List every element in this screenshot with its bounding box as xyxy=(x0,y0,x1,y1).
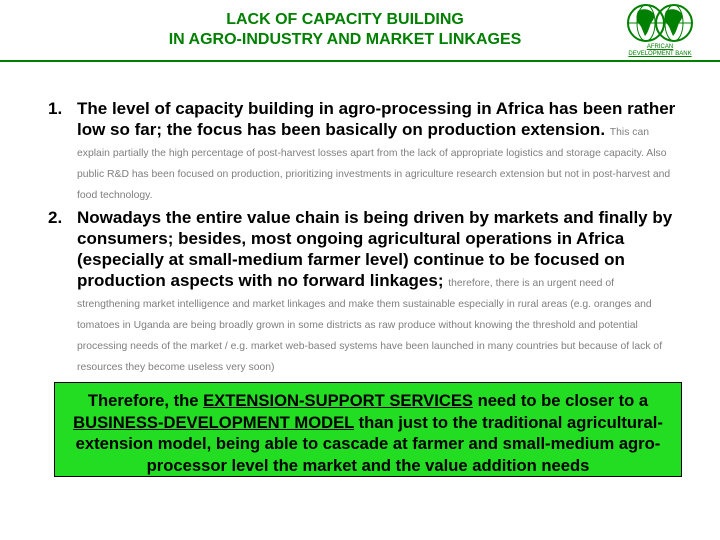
list-item xyxy=(48,98,678,203)
logo-text xyxy=(622,44,698,58)
logo-text-line-2: DEVELOPMENT BANK xyxy=(628,51,692,57)
callout-text-3: than just to the traditional agricultural-extension model, being able to cascade at farmer and small-medium agro-processor level the market and the value addition needs xyxy=(75,412,663,475)
callout-text-1: Therefore, the xyxy=(87,391,204,410)
header-divider xyxy=(0,60,720,62)
item-note-text: This can explain partially the high percentage of post-harvest losses apart from the lack of appropriate logistics and storage capacity. Also public R&D has been focused on production, prioritizing investments in agriculture research extension but not in post-harvest and food technology. xyxy=(77,127,671,201)
list-item xyxy=(48,207,678,375)
item-body xyxy=(77,207,678,375)
item-main-text: Nowadays the entire value chain is being driven by markets and finally by consumers; besides, most ongoing agricultural operations in Africa (especially at small-medium farmer level) continue to be focused on production aspects with no forward linkages xyxy=(77,208,673,290)
callout-term-business-development: BUSINESS-DEVELOPMENT MODEL xyxy=(73,412,355,432)
item-number: 2. xyxy=(48,208,63,227)
title-line-1: LACK OF CAPACITY BUILDING xyxy=(226,11,464,28)
page-title xyxy=(100,10,590,50)
title-line-2: IN AGRO-INDUSTRY AND MARKET LINKAGES xyxy=(168,31,522,48)
item-main-text: The level of capacity building in agro-processing in Africa has been rather low so far; the focus has been basically on production extension xyxy=(77,99,676,139)
globe-africa-icon xyxy=(626,2,694,44)
item-number: 1. xyxy=(48,99,63,118)
callout-term-extension-support: EXTENSION-SUPPORT SERVICES xyxy=(203,391,473,410)
item-note-text: therefore, there is an urgent need of strengthening market intelligence and market linkages and make them sustainable especially in rural areas (e.g. oranges and tomatoes in Uganda are being broadly grown in some districts as raw produce without knowing the threshold and potential processing needs of the market / e.g. market web-based systems have been launched in many countries but because of lack of resources they become useless very soon) xyxy=(77,278,663,373)
item-separator: ; xyxy=(437,271,449,290)
afdb-logo xyxy=(622,2,698,58)
callout-text-2: need to be closer to a xyxy=(472,391,649,410)
item-body xyxy=(77,98,678,203)
logo-text-line-1: AFRICAN xyxy=(646,44,674,50)
item-separator: . xyxy=(600,120,610,139)
conclusion-callout xyxy=(54,382,682,477)
